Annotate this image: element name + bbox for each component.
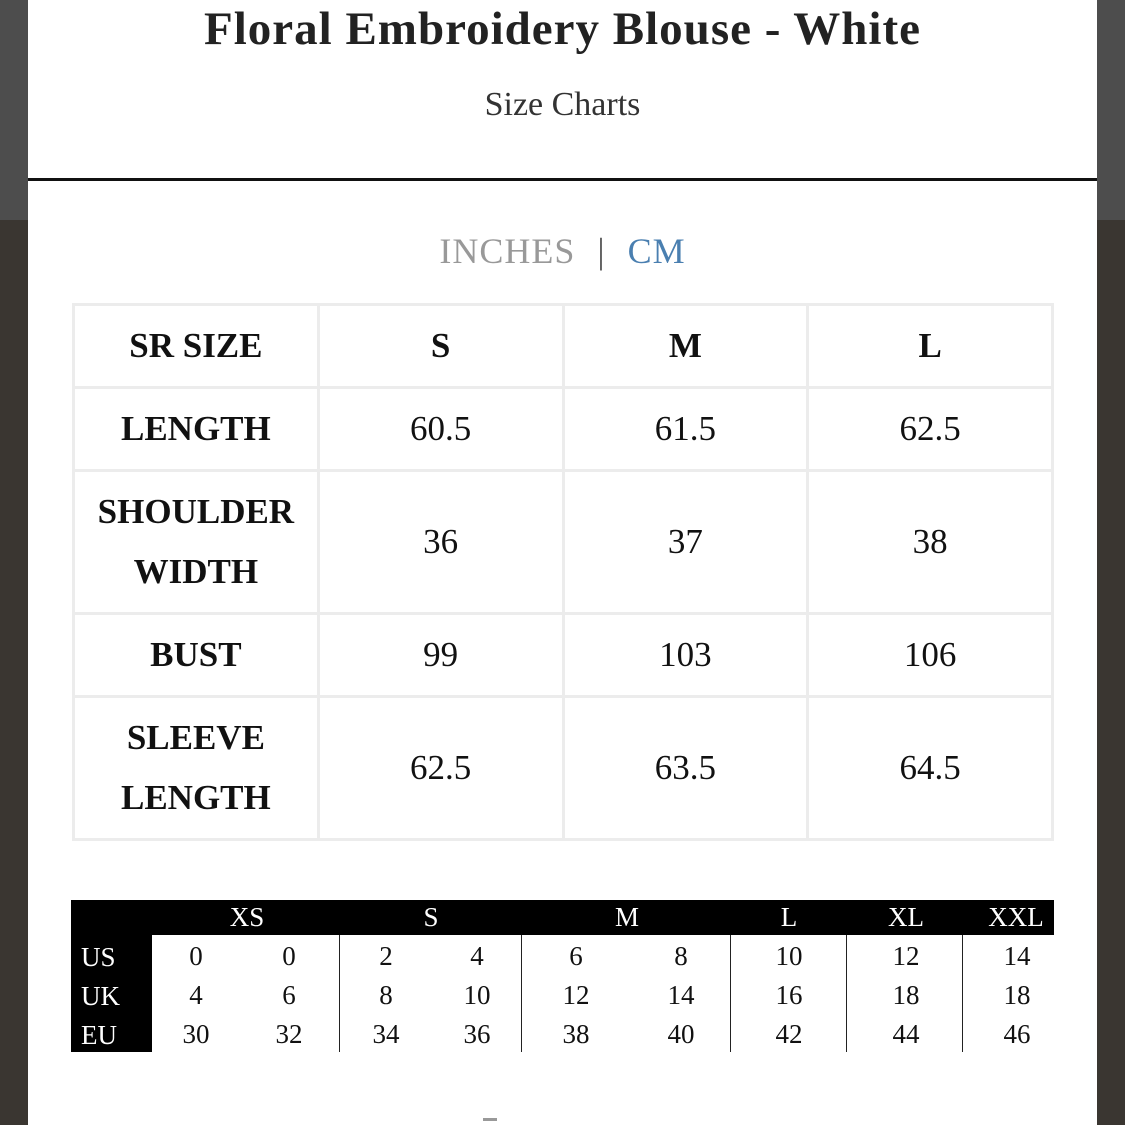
conversion-cell-uk: 16 [775,980,803,1010]
conversion-cell-uk: 10 [463,980,491,1010]
group-divider [339,935,340,1052]
conversion-size-m: M [614,902,640,932]
conversion-cell-eu: 32 [275,1019,303,1049]
group-divider [846,935,847,1052]
unit-toggle [0,230,1125,272]
conversion-cell-uk: 8 [379,980,393,1010]
divider [28,178,1097,181]
conversion-cell-eu: 38 [562,1019,590,1049]
conversion-cell-eu: 30 [182,1019,210,1049]
table-header-row [74,305,1053,388]
table-row [74,614,1053,697]
conversion-cell-uk: 18 [892,980,920,1010]
conversion-cell-eu: 42 [775,1019,803,1049]
conversion-cell-uk: 14 [667,980,695,1010]
conversion-size-xl: XL [888,902,924,932]
conversion-cell-us: 4 [470,941,484,971]
conversion-cell-eu: 40 [667,1019,695,1049]
conversion-cell-eu: 44 [892,1019,920,1049]
conversion-cell-us: 14 [1003,941,1031,971]
unit-separator: | [597,231,606,271]
table-cell: 99 [318,614,563,697]
row-label-bust: BUST [74,614,319,697]
conversion-size-s: S [423,902,439,932]
conversion-size-xs: XS [229,902,265,932]
group-divider [962,935,963,1052]
conversion-cell-eu: 34 [372,1019,400,1049]
table-cell: 106 [808,614,1053,697]
table-cell: 63.5 [563,697,808,840]
table-row [74,471,1053,614]
region-us: US [81,942,116,972]
row-label-line: SHOULDER [97,492,295,531]
table-cell: 62.5 [318,697,563,840]
conversion-cell-us: 10 [775,941,803,971]
conversion-cell-uk: 6 [282,980,296,1010]
table-cell: 103 [563,614,808,697]
conversion-cell-eu: 36 [463,1019,491,1049]
conversion-cell-uk: 18 [1003,980,1031,1010]
row-label-line: WIDTH [133,552,259,591]
header-size-s: S [318,305,563,388]
header-size-l: L [808,305,1053,388]
group-divider [730,935,731,1052]
table-row [74,388,1053,471]
conversion-cell-us: 2 [379,941,393,971]
conversion-cell-eu: 46 [1003,1019,1031,1049]
table-row [74,697,1053,840]
size-conversion-table [71,900,1054,1052]
conversion-cell-us: 8 [674,941,688,971]
measurement-table [72,303,1054,841]
conversion-grid [152,935,1054,1052]
product-title: Floral Embroidery Blouse - White [204,3,921,55]
row-label-length: LENGTH [74,388,319,471]
conversion-size-l: L [780,902,798,932]
scroll-hint [483,1118,497,1121]
conversion-cell-us: 12 [892,941,920,971]
row-label-line: SLEEVE [126,718,265,757]
header-size-m: M [563,305,808,388]
conversion-cell-uk: 12 [562,980,590,1010]
header-sr-size: SR SIZE [74,305,319,388]
table-cell: 37 [563,471,808,614]
row-label-line: LENGTH [120,778,271,817]
conversion-cell-us: 6 [569,941,583,971]
row-label-shoulder-width [74,471,319,614]
size-charts-heading: Size Charts [484,86,641,123]
table-cell: 38 [808,471,1053,614]
table-cell: 36 [318,471,563,614]
conversion-cell-uk: 4 [189,980,203,1010]
region-eu: EU [81,1020,117,1050]
group-divider [521,935,522,1052]
table-cell: 60.5 [318,388,563,471]
region-uk: UK [81,981,120,1011]
conversion-size-xxl: XXL [988,902,1044,932]
table-cell: 64.5 [808,697,1053,840]
row-label-sleeve-length [74,697,319,840]
conversion-cell-us: 0 [189,941,203,971]
table-cell: 61.5 [563,388,808,471]
table-cell: 62.5 [808,388,1053,471]
unit-cm-tab[interactable]: CM [627,231,686,271]
conversion-cell-us: 0 [282,941,296,971]
unit-inches-tab[interactable]: INCHES [439,231,576,271]
